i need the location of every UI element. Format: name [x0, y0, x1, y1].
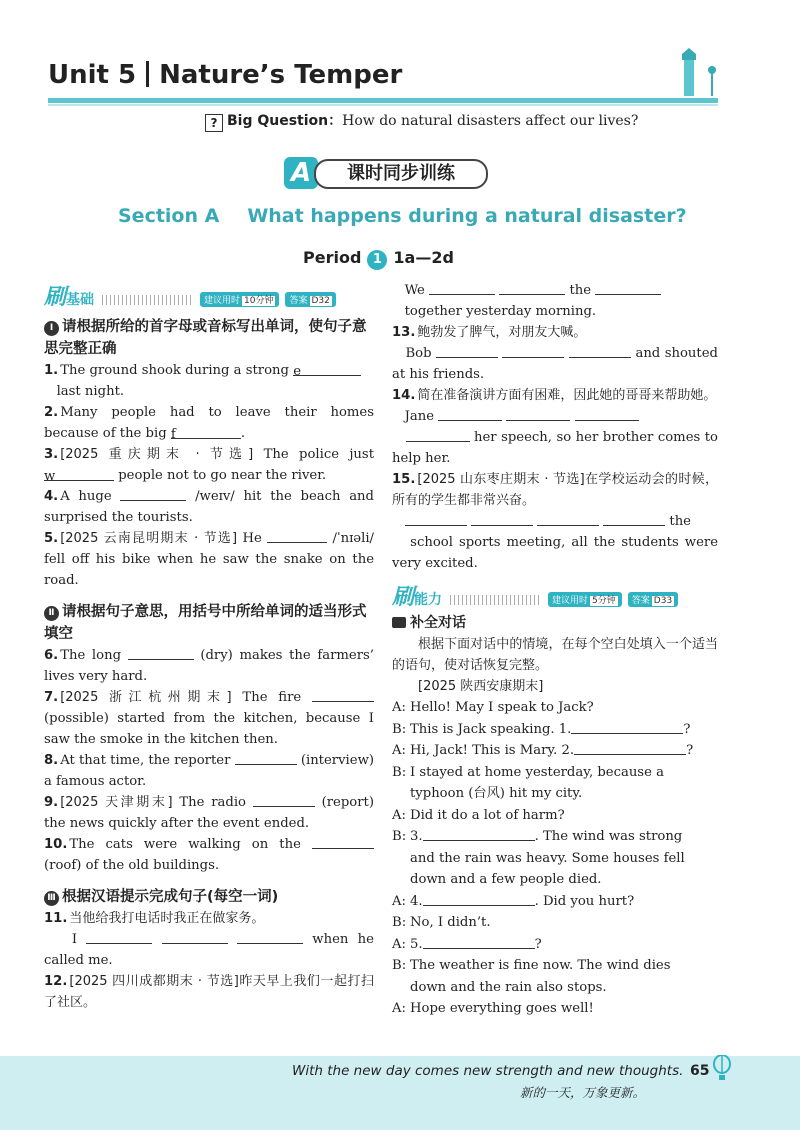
part-heading [44, 316, 374, 360]
dialog-text: I stayed at home yesterday, because a typhoon (台风) hit my city. [410, 764, 664, 801]
answer-blank[interactable] [499, 280, 565, 295]
question-9: 9. [2025 天津期末] The radio (report) the news quickly after the event ended. [44, 792, 374, 834]
shua-glyph: 刷 [392, 585, 415, 610]
strip-label: 能力 [414, 592, 443, 608]
unit-label: Unit 5 [48, 60, 137, 90]
question-2: 2. Many people had to leave their homes because of the big f . [44, 405, 374, 442]
dialog-text: No, I didn’t. [410, 915, 491, 930]
dialog-text: . The wind was strong and the rain was heavy. Some houses fell down and a few people died. [410, 829, 685, 887]
banner-letter: A [284, 157, 318, 189]
big-question: ? Big Question：How do natural disasters affect our lives? [205, 110, 638, 132]
shua-glyph: 刷 [44, 285, 67, 310]
dialog-line [392, 740, 718, 762]
time-badge: 建议用时 5分钟 [548, 592, 622, 607]
dialog-line [392, 955, 718, 998]
title-divider [146, 61, 149, 87]
answer-blank[interactable] [86, 929, 152, 944]
chat-icon [392, 617, 406, 628]
dialog-title: 补全对话 [410, 615, 466, 631]
dialog-line [392, 805, 718, 827]
banner-text: 课时同步训练 [314, 159, 488, 189]
question-12-cont: We the together yesterday morning. [392, 280, 718, 322]
answer-blank[interactable] [128, 645, 194, 660]
dialog-line [392, 826, 718, 891]
balloon-icon [712, 1055, 732, 1085]
answer-blank[interactable] [253, 792, 315, 807]
part-title: 请根据句子意思，用括号中所给单词的适当形式填空 [44, 604, 367, 642]
dialog-text: 4. [410, 893, 423, 909]
question-icon: ? [205, 114, 223, 132]
answer-blank[interactable] [312, 687, 374, 702]
dialog-text: Hope everything goes well! [410, 1001, 594, 1016]
strip-label: 基础 [66, 292, 95, 308]
period-heading [303, 248, 454, 270]
dialog-text: 5. [410, 936, 423, 952]
answer-blank[interactable] [436, 343, 498, 358]
part-number: Ⅱ [44, 606, 59, 621]
answer-blank[interactable] [406, 427, 470, 442]
dialog-line [392, 891, 718, 913]
question-7: 7. [2025 浙江杭州期末] The fire (possible) started from the kitchen, because I saw the smoke in the kitchen then. [44, 687, 374, 750]
speaker-label: A: [392, 807, 406, 823]
answer-badge: 答案 D32 [285, 292, 335, 307]
right-column [392, 280, 718, 1020]
dialog-text: 1. [558, 721, 572, 737]
big-question-label: Big Question [227, 113, 329, 129]
dialog-text: The weather is fine now. The wind dies down and the rain also stops. [410, 958, 671, 995]
header-rule-light [48, 104, 718, 106]
question-11: 11. 当他给我打电话时我正在做家务。 I when he called me. [44, 911, 374, 968]
answer-blank[interactable] [571, 719, 683, 734]
ability-strip [392, 580, 718, 610]
answer-blank[interactable] [405, 511, 467, 526]
answer-blank[interactable] [235, 750, 297, 765]
answer-blank[interactable]: w [44, 466, 114, 481]
dialog-line [392, 719, 718, 741]
answer-blank[interactable] [237, 929, 303, 944]
dialog-text: Did it do a lot of harm? [410, 807, 565, 823]
speaker-label: A: [392, 893, 406, 909]
section-label: Section A [118, 205, 220, 227]
part-heading [44, 886, 374, 908]
answer-blank[interactable] [267, 528, 327, 543]
part-number: Ⅰ [44, 321, 59, 336]
dialog-text: 2. [561, 743, 575, 758]
dialog [392, 697, 718, 1020]
answer-blank[interactable] [312, 834, 374, 849]
lesson-banner [284, 157, 488, 189]
dialog-text: Hello! May I speak to Jack? [410, 700, 594, 715]
part-number: Ⅲ [44, 891, 59, 906]
dialog-line [392, 998, 718, 1020]
answer-blank[interactable] [162, 929, 228, 944]
answer-blank[interactable] [438, 406, 502, 421]
question-15: 15. [2025 山东枣庄期末 · 节选]在学校运动会的时候，所有的学生都非常兴奋。 the school sports meeting, all the students were very excited. [392, 472, 718, 571]
answer-blank[interactable]: f [171, 424, 241, 439]
dialog-source: [2025 陕西安康期末] [418, 679, 544, 694]
dialog-text: Hi, Jack! This is Mary. [410, 743, 558, 758]
speaker-label: B: [392, 721, 407, 737]
unit-title [48, 60, 402, 90]
dialog-heading [392, 612, 718, 634]
answer-blank[interactable] [569, 343, 631, 358]
section-title: What happens during a natural disaster? [247, 205, 687, 227]
header-rule [48, 98, 718, 103]
question-3: 3. [2025 重庆期末 · 节选] The police just w people not to go near the river. [44, 447, 374, 484]
question-13: 13. 鲍勃发了脾气，对朋友大喊。 Bob and shouted at his friends. [392, 325, 718, 382]
part-heading [44, 601, 374, 645]
period-number: 1 [367, 250, 387, 270]
dialog-line [392, 762, 718, 805]
footer-motto: With the new day comes new strength and new thoughts. [292, 1063, 684, 1079]
dialog-line [392, 912, 718, 934]
dialog-text: ? [534, 936, 542, 952]
speaker-label: B: [392, 829, 407, 844]
answer-blank[interactable] [603, 511, 665, 526]
answer-blank[interactable]: e [293, 361, 361, 376]
answer-blank[interactable] [423, 826, 535, 841]
answer-blank[interactable] [423, 891, 535, 906]
dialog-text: ? [686, 743, 694, 758]
question-1: 1. The ground shook during a strong e last night. [44, 360, 374, 402]
dialog-text: . Did you hurt? [534, 893, 635, 909]
dialog-line [392, 934, 718, 956]
answer-blank[interactable] [575, 406, 639, 421]
answer-blank[interactable] [502, 343, 564, 358]
answer-blank[interactable] [506, 406, 570, 421]
question-5: 5. [2025 云南昆明期末 · 节选] He /ˈnɪəli/ fell off his bike when he saw the snake on the road. [44, 528, 374, 591]
answer-blank[interactable] [595, 280, 661, 295]
speaker-label: A: [392, 700, 406, 715]
page-number: 65 [690, 1063, 710, 1079]
basic-strip [44, 280, 374, 310]
speaker-label: B: [392, 764, 407, 780]
section-heading [118, 205, 687, 227]
answer-blank[interactable] [120, 486, 186, 501]
answer-blank[interactable] [537, 511, 599, 526]
question-8: 8. At that time, the reporter (interview) a famous actor. [44, 750, 374, 792]
question-4: 4. A huge /weɪv/ hit the beach and surprised the tourists. [44, 486, 374, 528]
dialog-text: ? [683, 721, 691, 737]
dialog-line [392, 697, 718, 719]
question-14: 14. 简在准备演讲方面有困难，因此她的哥哥来帮助她。 Jane her speech, so her brother comes to help her. [392, 388, 718, 466]
lighthouse-icon [676, 48, 718, 102]
answer-blank[interactable] [471, 511, 533, 526]
footer-motto-cn: 新的一天，万象更新。 [520, 1085, 646, 1100]
speaker-label: B: [392, 958, 407, 973]
dialog-text: This is Jack speaking. [410, 721, 555, 737]
speaker-label: B: [392, 915, 407, 930]
period-label: Period [303, 248, 362, 267]
strip-ruler [450, 595, 540, 605]
answer-badge: 答案 D33 [628, 592, 678, 607]
period-range: 1a—2d [393, 248, 454, 267]
speaker-label: A: [392, 936, 406, 952]
dialog-text: 3. [410, 829, 423, 844]
answer-blank[interactable] [423, 934, 535, 949]
part-title: 根据汉语提示完成句子(每空一词) [62, 889, 279, 905]
answer-blank[interactable] [429, 280, 495, 295]
big-question-text: How do natural disasters affect our lives? [342, 113, 639, 129]
question-6: 6. The long (dry) makes the farmers’ lives very hard. [44, 645, 374, 687]
strip-ruler [102, 295, 192, 305]
dialog-instructions: 根据下面对话中的情境，在每个空白处填入一个适当的语句，使对话恢复完整。 [392, 637, 718, 673]
left-column [44, 280, 374, 1013]
speaker-label: A: [392, 743, 406, 758]
part-title: 请根据所给的首字母或音标写出单词，使句子意思完整正确 [44, 319, 367, 357]
speaker-label: A: [392, 1001, 406, 1016]
question-12: 12. [2025 四川成都期末 · 节选]昨天早上我们一起打扫了社区。 [44, 974, 374, 1010]
unit-name: Nature’s Temper [159, 60, 403, 90]
time-badge: 建议用时 10分钟 [200, 292, 279, 307]
question-10: 10. The cats were walking on the (roof) of the old buildings. [44, 834, 374, 876]
answer-blank[interactable] [574, 740, 686, 755]
